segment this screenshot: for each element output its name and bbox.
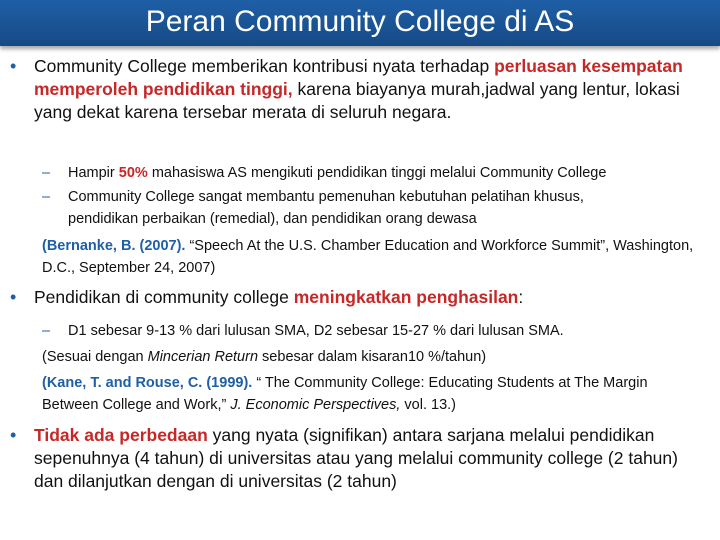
- bullet-2-sub-1: [42, 320, 708, 342]
- sub-2-line-1: Community College sangat membantu pemenuhan kebutuhan pelatihan khusus,: [68, 189, 584, 205]
- reference-1-text: “Speech At the U.S. Chamber Education and Workforce Summit”, Washington, D.C., September 24, 2007): [42, 238, 694, 276]
- reference-2-text-end: vol. 13.): [400, 397, 456, 413]
- sub-d1-text: D1 sebesar 9-13 % dari lulusan SMA, D2 sebesar 15-27 % dari lulusan SMA.: [68, 323, 564, 339]
- bullet-dot-icon: •: [10, 287, 17, 307]
- sub-1-highlight: 50%: [118, 165, 148, 181]
- dash-icon: –: [42, 165, 51, 181]
- reference-1-author: (Bernanke, B. (2007).: [42, 238, 186, 254]
- note-text: (Sesuai dengan: [42, 349, 148, 365]
- mincerian-note: [42, 346, 702, 368]
- bullet-3: [10, 424, 694, 493]
- bullet-1-sub-2: [42, 186, 708, 230]
- bullet-dot-icon: •: [10, 56, 17, 76]
- dash-icon: –: [42, 323, 51, 339]
- bullet-2: [10, 286, 694, 309]
- bullet-2-highlight: meningkatkan penghasilan: [293, 287, 519, 307]
- bullet-1-text-end: karena biayanya murah,jadwal yang lentur, lokasi yang dekat karena tersebar merata di seluruh negara.: [34, 79, 680, 122]
- title-bar: [0, 0, 720, 46]
- reference-2: [42, 372, 702, 416]
- bullet-1-sub-1: [42, 162, 708, 184]
- bullet-1: [10, 55, 684, 124]
- sub-1-text: Hampir: [68, 165, 119, 181]
- bullet-3-text: yang nyata (signifikan) antara sarjana melalui pendidikan sepenuhnya (4 tahun) di universitas atau yang melalui community college (2 tahun) dan dilanjutkan dengan di universitas (2 tahun): [34, 425, 678, 491]
- reference-2-text: “ The Community College: Educating Students at The Margin Between College and Work,”: [42, 375, 648, 413]
- note-italic: Mincerian Return: [147, 349, 259, 365]
- bullet-2-text-end: :: [518, 287, 524, 307]
- slide-title: Peran Community College di AS: [145, 5, 575, 38]
- reference-2-journal: J. Economic Perspectives,: [230, 397, 401, 413]
- bullet-2-text: Pendidikan di community college: [34, 287, 294, 307]
- reference-2-author: (Kane, T. and Rouse, C. (1999).: [42, 375, 253, 391]
- bullet-dot-icon: •: [10, 425, 17, 445]
- note-text-end: sebesar dalam kisaran10 %/tahun): [258, 349, 487, 365]
- bullet-1-text: Community College memberikan kontribusi nyata terhadap: [34, 56, 495, 76]
- dash-icon: –: [42, 189, 51, 205]
- bullet-3-highlight: Tidak ada perbedaan: [34, 425, 208, 445]
- reference-1: [42, 235, 702, 279]
- bullet-1-highlight: perluasan kesempatan memperoleh pendidikan tinggi,: [34, 56, 683, 99]
- sub-1-text-end: mahasiswa AS mengikuti pendidikan tinggi melalui Community College: [147, 165, 607, 181]
- sub-2-line-2: pendidikan perbaikan (remedial), dan pendidikan orang dewasa: [68, 211, 477, 227]
